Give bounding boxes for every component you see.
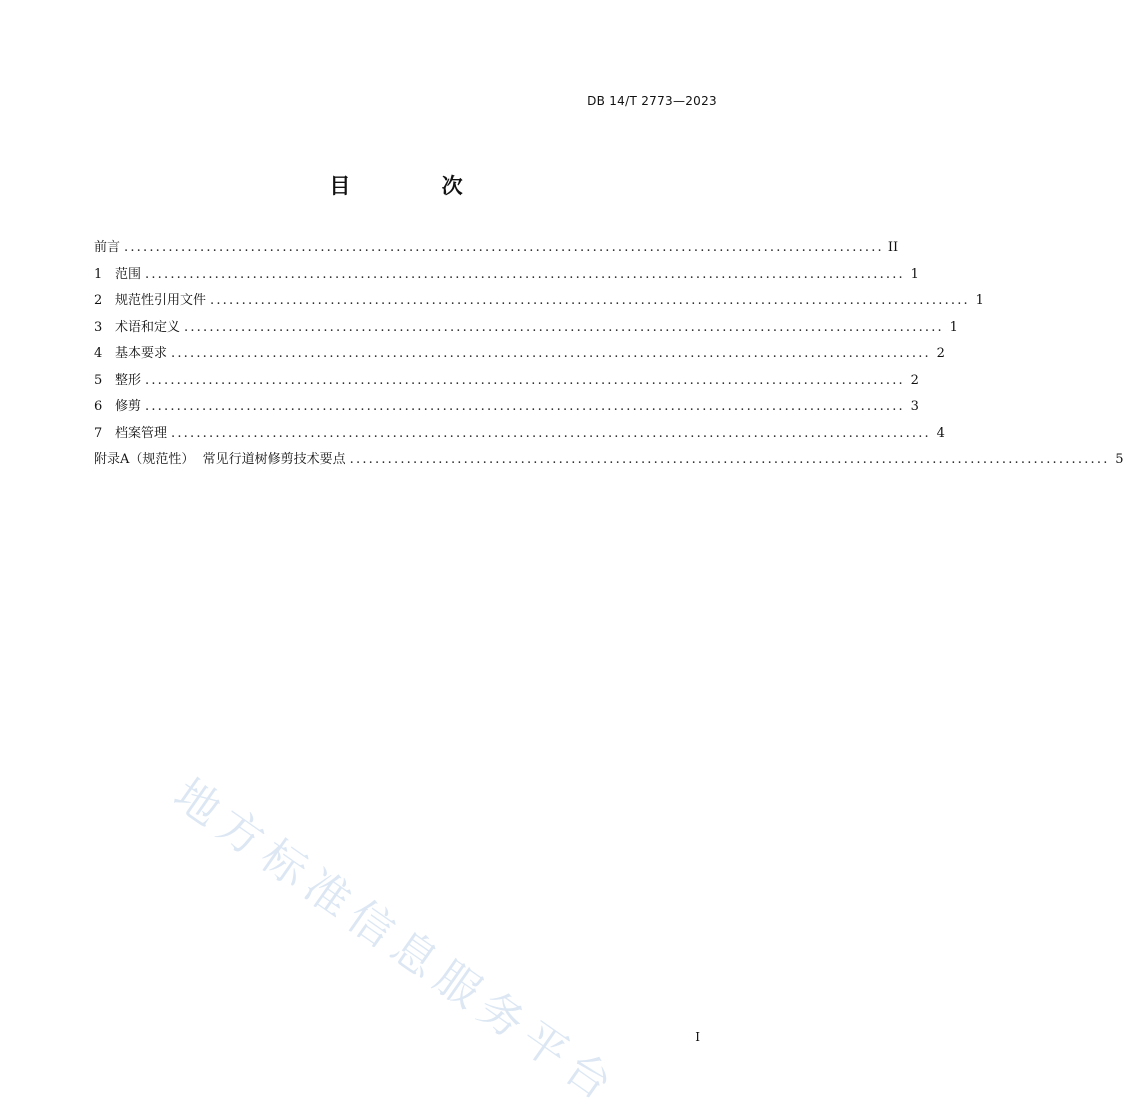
toc-entry-label: 规范性引用文件 (115, 293, 207, 308)
toc-entry-appendix-a[interactable] (94, 448, 1124, 475)
toc-leader-dots: ........................................................................................................................ (210, 293, 970, 308)
toc-entry-label: 整形 (115, 372, 142, 388)
toc-page-number: 2 (936, 346, 945, 361)
toc-entry-number: 7 (94, 425, 103, 441)
toc-entry-pruning[interactable] (94, 395, 919, 422)
toc-leader-dots: ........................................................................................................................ (145, 399, 905, 414)
toc-page-number: 3 (910, 399, 919, 414)
toc-entry-label: 档案管理 (115, 425, 168, 441)
toc-entry-label: 术语和定义 (115, 319, 181, 335)
toc-page-number: 4 (936, 425, 945, 441)
toc-page-number: 2 (910, 372, 919, 388)
toc-entry-label: 前言 (94, 240, 121, 255)
toc-leader-dots: ........................................................................................................................ (171, 346, 931, 361)
toc-entry-label: 范围 (115, 266, 142, 282)
toc-page-number: 1 (949, 319, 958, 335)
toc-leader-dots: ........................................................................................................................ (145, 266, 905, 282)
toc-entry-number: 1 (94, 266, 103, 282)
toc-entry-number: 4 (94, 346, 103, 361)
watermark: 地方标准信息服务平台 (164, 769, 628, 1115)
toc-entry-foreword[interactable] (94, 236, 899, 263)
table-of-contents (94, 236, 1124, 475)
toc-entry-number: 3 (94, 319, 103, 335)
toc-entry-scope[interactable] (94, 263, 919, 290)
toc-entry-normative-references[interactable] (94, 289, 984, 316)
toc-entry-label: 基本要求 (115, 346, 168, 361)
toc-entry-records-management[interactable] (94, 422, 945, 449)
toc-page-number: 1 (910, 266, 919, 282)
page-number: I (695, 1030, 700, 1044)
page-title: 目 次 (329, 174, 505, 198)
toc-leader-dots: ........................................................................................................................ (145, 372, 905, 388)
toc-entry-terms-definitions[interactable] (94, 316, 958, 343)
toc-leader-dots: ........................................................................................................................ (124, 240, 884, 255)
toc-page-number: II (887, 240, 899, 255)
toc-page-number: 1 (975, 293, 984, 308)
toc-leader-dots: ........................................................................................................................ (184, 319, 944, 335)
standard-code: DB 14/T 2773—2023 (587, 94, 717, 108)
toc-entry-label: 修剪 (115, 399, 142, 414)
toc-entry-number: 2 (94, 293, 103, 308)
toc-leader-dots: ........................................................................................................................ (349, 452, 1110, 467)
toc-entry-label: 附录A（规范性） 常见行道树修剪技术要点 (94, 452, 346, 467)
toc-entry-number: 6 (94, 399, 103, 414)
toc-entry-number: 5 (94, 372, 103, 388)
toc-entry-basic-requirements[interactable] (94, 342, 945, 369)
toc-page-number: 5 (1115, 452, 1124, 467)
toc-entry-shaping[interactable] (94, 369, 919, 396)
toc-leader-dots: ........................................................................................................................ (171, 425, 931, 441)
